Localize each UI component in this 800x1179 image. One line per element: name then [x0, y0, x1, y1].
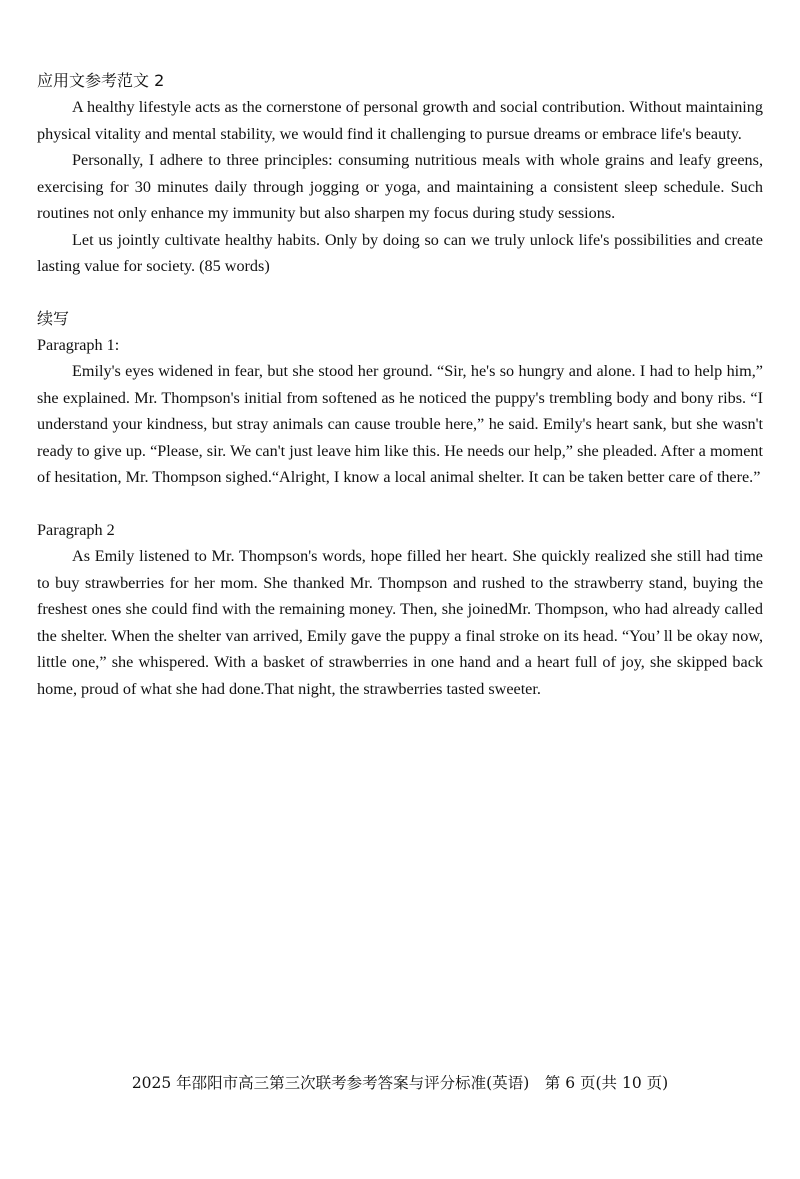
- continuation-paragraph-1: Emily's eyes widened in fear, but she stood her ground. “Sir, he's so hungry and alone. I had to help him,” she explained. Mr. Thompson's initial from softened as he noticed the puppy's trembling body and bony ribs. “I understand your kindness, but stray animals can cause trouble here,” he said. Emily's heart sank, but she wasn't ready to give up. “Please, sir. We can't just leave him like this. He needs our help,” she pleaded. After a moment of hesitation, Mr. Thompson sighed.“Alright, I know a local animal shelter. It can be taken better care of there.”: [37, 362, 763, 486]
- document-page: [37, 68, 763, 702]
- spacer: [37, 491, 763, 517]
- section-heading-continuation: 续写: [37, 308, 70, 328]
- paragraph-1-label: Paragraph 1:: [37, 335, 120, 354]
- section-heading-writing-sample: 应用文参考范文 2: [37, 71, 165, 90]
- paragraph-2-label: Paragraph 2: [37, 520, 115, 539]
- sample-paragraph-3: Let us jointly cultivate healthy habits. Only by doing so can we truly unlock life's possibilities and create lasting value for society. (85 words): [37, 230, 763, 275]
- continuation-paragraph-2: As Emily listened to Mr. Thompson's words, hope filled her heart. She quickly realized she still had time to buy strawberries for her mom. She thanked Mr. Thompson and rushed to the strawberry stand, buying the freshest ones she could find with the remaining money. Then, she joinedMr. Thompson, who had already called the shelter. When the shelter van arrived, Emily gave the puppy a final stroke on its head. “You’ ll be okay now, little one,” she whispered. With a basket of strawberries in one hand and a heart full of joy, she skipped back home, proud of what she had done.That night, the strawberries tasted sweeter.: [37, 547, 763, 698]
- sample-paragraph-2: Personally, I adhere to three principles: consuming nutritious meals with whole grains and leafy greens, exercising for 30 minutes daily through jogging or yoga, and maintaining a consistent sleep schedule. Such routines not only enhance my immunity but also sharpen my focus during study sessions.: [37, 151, 763, 222]
- spacer: [37, 280, 763, 306]
- sample-paragraph-1: A healthy lifestyle acts as the cornerstone of personal growth and social contribution. Without maintaining physical vitality and mental stability, we would find it challenging to pursue dreams or embrace life's beauty.: [37, 98, 763, 143]
- page-footer: 2025 年邵阳市高三第三次联考参考答案与评分标准(英语) 第 6 页(共 10 页): [131, 1074, 669, 1092]
